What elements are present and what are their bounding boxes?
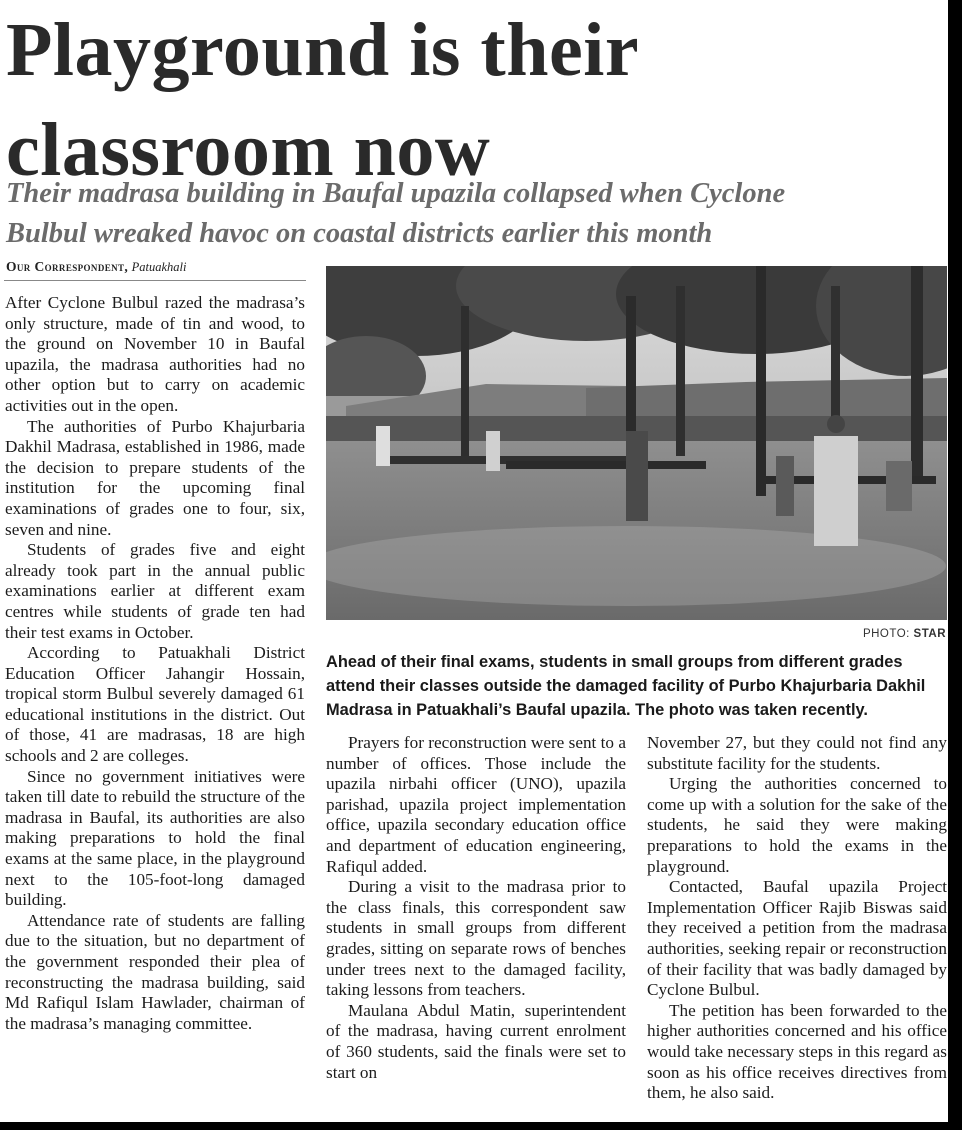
photo-credit-source: STAR: [913, 628, 946, 640]
paragraph: Contacted, Baufal upazila Project Implementation Officer Rajib Biswas said they received a petition from the madrasa authorities, seeking repair or reconstruction of their facility that was badly damaged by Cyclone Bulbul.: [647, 877, 947, 1000]
headline-line: classroom now: [6, 108, 491, 192]
paragraph: November 27, but they could not find any substitute facility for the students.: [647, 733, 947, 773]
paragraph: Students of grades five and eight already took part in the annual public examinations earlier at different exam centres while students of grade ten had their test exams in October.: [5, 540, 305, 642]
paragraph: Since no government initiatives were taken till date to rebuild the structure of the madrasa in Baufal, its authorities are also making preparations to hold the final exams at the same place, in the playground next to the 105-foot-long damaged building.: [5, 766, 305, 910]
subheadline: [6, 174, 946, 254]
paragraph: The authorities of Purbo Khajurbaria Dakhil Madrasa, established in 1986, made the decision to prepare students of the institution for the upcoming final examinations of grades one to four, six, seven and nine.: [5, 416, 305, 539]
byline-location: Patuakhali: [131, 260, 187, 274]
photo-caption: [326, 650, 948, 722]
outdoor-class-photo: [326, 266, 947, 620]
paragraph: Attendance rate of students are falling due to the situation, but no department of the government responded their plea of reconstructing the madrasa building, said Md Rafiqul Islam Hawlader, chairman of the madrasa’s managing committee.: [5, 910, 305, 1033]
paragraph: Maulana Abdul Matin, superintendent of the madrasa, having current enrolment of 360 students, said the finals were set to start on: [326, 1000, 626, 1082]
byline: [6, 258, 306, 276]
paragraph: Urging the authorities concerned to come up with a solution for the sake of the students, he said they were making preparations to hold the exams in the playground.: [647, 774, 947, 876]
byline-correspondent: Our Correspondent,: [6, 259, 129, 274]
paragraph: The petition has been forwarded to the higher authorities concerned and his office would take necessary steps in this regard as soon as his office receives directives from them, he also said.: [647, 1000, 947, 1103]
photo-credit-label: PHOTO:: [862, 628, 910, 640]
column-2: [326, 733, 626, 1083]
column-3: [647, 733, 947, 1104]
subheadline-line: Bulbul wreaked havoc on coastal districts earlier this month: [6, 218, 713, 249]
page-edge-right: [948, 0, 962, 1130]
paragraph: During a visit to the madrasa prior to the class finals, this correspondent saw students in small groups from different grades, sitting on separate rows of benches under trees next to the damaged facility, taking lessons from teachers.: [326, 877, 626, 1000]
photo-credit: [746, 628, 946, 640]
paragraph: Prayers for reconstruction were sent to a number of offices. Those include the upazila nirbahi officer (UNO), upazila parishad, upazila project implementation office, upazila secondary education office and department of education engineering, Rafiqul added.: [326, 733, 626, 876]
caption-line: Ahead of their final exams, students in small groups from different grades: [326, 653, 903, 671]
page-edge-bottom: [0, 1122, 962, 1130]
news-photo: [326, 266, 947, 620]
caption-line: Madrasa in Patuakhali’s Baufal upazila. The photo was taken recently.: [326, 701, 868, 719]
byline-divider: [4, 280, 306, 281]
headline-line: Playground is their: [6, 8, 640, 92]
subheadline-line: Their madrasa building in Baufal upazila collapsed when Cyclone: [6, 178, 786, 209]
caption-line: attend their classes outside the damaged facility of Purbo Khajurbaria Dakhil: [326, 677, 926, 695]
paragraph: After Cyclone Bulbul razed the madrasa’s only structure, made of tin and wood, to the ground on November 10 in Baufal upazila, the madrasa authorities had no other option but to carry on academic activities out in the open.: [5, 293, 305, 415]
paragraph: According to Patuakhali District Education Officer Jahangir Hossain, tropical storm Bulbul severely damaged 61 educational institutions in the district. Out of those, 41 are madrasas, 18 are high schools and 2 are colleges.: [5, 643, 305, 766]
column-1: [5, 293, 305, 1034]
headline: [6, 0, 946, 200]
